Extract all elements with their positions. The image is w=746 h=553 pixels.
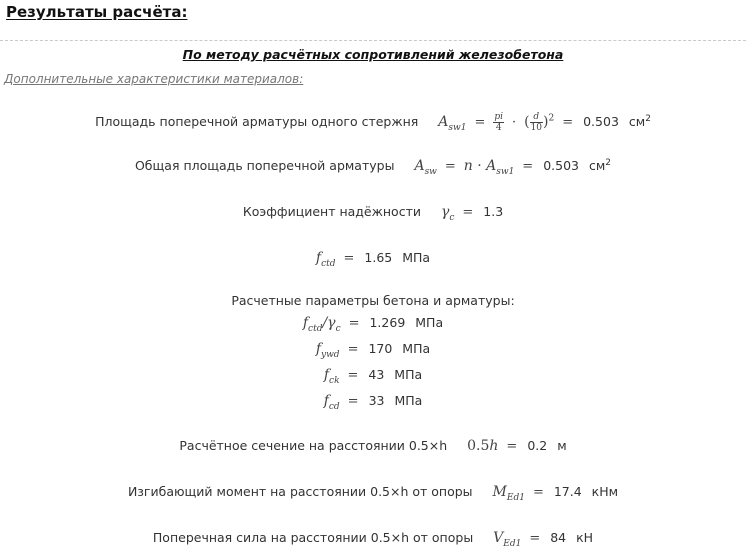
fctd-gc-unit: МПа (415, 315, 444, 330)
equals-sign: = (462, 205, 474, 220)
equals-sign: = (562, 115, 574, 130)
shear-formula: $V_{Ed1}$ (493, 530, 522, 549)
section-formula: 0.5h (467, 438, 499, 454)
section-value: 0.2 (527, 438, 548, 453)
d-over-10-fraction: $\frac{d}{10}$ (530, 112, 543, 133)
asw-value: 0.503 (543, 158, 579, 174)
asw-formula: $A_{sw}$ (414, 158, 437, 177)
moment-value: 17.4 (553, 484, 582, 499)
fctd-unit: МПа (402, 250, 431, 265)
fcd-unit: МПа (394, 393, 423, 408)
fctd-gc-value: 1.269 (369, 315, 406, 330)
divider (0, 40, 746, 41)
equals-sign: = (347, 342, 359, 357)
fctd-formula: $f_{ctd}$ (315, 250, 336, 269)
close-paren-squared: )$^2$ (543, 113, 555, 130)
shear-value: 84 (550, 530, 567, 545)
gamma-label: Коэффициент надёжности (242, 204, 421, 219)
row-asw1 (0, 112, 746, 133)
section-label: Расчётное сечение на расстоянии 0.5×h (179, 438, 448, 453)
asw1-value: 0.503 (583, 114, 619, 129)
equals-sign: = (444, 159, 456, 175)
method-heading: По методу расчётных сопротивлений железобетона (182, 47, 564, 62)
equals-sign: = (506, 439, 518, 454)
dot-operator: · (511, 115, 517, 130)
asw-expression: $n \cdot A_{sw1}$ (463, 158, 515, 177)
equals-sign: = (474, 115, 486, 130)
fck-unit: МПа (394, 367, 423, 382)
equals-sign: = (522, 159, 534, 175)
asw-label: Общая площадь поперечной арматуры (134, 158, 395, 174)
fcd-value: 33 (368, 393, 385, 408)
row-fctd-gc (0, 315, 746, 334)
row-section (0, 438, 746, 454)
row-gamma (0, 204, 746, 223)
equals-sign: = (343, 251, 355, 266)
equals-sign: = (347, 394, 359, 409)
equals-sign: = (532, 485, 544, 500)
fck-formula: $f_{ck}$ (323, 367, 340, 386)
results-title: Результаты расчёта: (6, 3, 188, 21)
asw1-label: Площадь поперечной арматуры одного стержня (95, 114, 419, 129)
fywd-formula: $f_{ywd}$ (315, 341, 340, 360)
asw-unit (589, 158, 611, 173)
moment-formula: $M_{Ed1}$ (492, 484, 525, 503)
gamma-formula: $\gamma_c$ (440, 204, 455, 223)
fctd-value: 1.65 (364, 250, 393, 265)
moment-label: Изгибающий момент на расстоянии 0.5×h от опоры (127, 484, 473, 499)
equals-sign: = (348, 316, 360, 331)
params-label: Расчетные параметры бетона и арматуры: (231, 293, 515, 308)
fctd-gc-formula: $f_{ctd}/\gamma_c$ (302, 315, 341, 334)
shear-label: Поперечная сила на расстоянии 0.5×h от опоры (152, 530, 474, 545)
materials-subtitle: Дополнительные характеристики материалов: (4, 72, 304, 86)
row-asw (0, 158, 746, 177)
asw1-unit-text: см (628, 114, 646, 129)
asw-unit-text: см (588, 158, 606, 174)
equals-sign: = (529, 531, 541, 546)
section-unit: м (557, 438, 567, 453)
fywd-unit: МПа (402, 341, 431, 356)
asw-unit-power: 2 (605, 158, 612, 168)
fck-value: 43 (368, 367, 385, 382)
row-moment (0, 484, 746, 503)
fywd-value: 170 (368, 341, 393, 356)
asw1-formula: $A_{sw1}$ (438, 114, 467, 133)
asw1-unit (629, 114, 651, 129)
asw1-unit-power: 2 (645, 113, 651, 124)
row-shear (0, 530, 746, 549)
row-fywd (0, 341, 746, 360)
row-fck (0, 367, 746, 386)
moment-unit: кНм (591, 484, 619, 499)
row-fctd (0, 250, 746, 269)
row-fcd (0, 393, 746, 412)
equals-sign: = (347, 368, 359, 383)
shear-unit: кН (576, 530, 594, 545)
open-paren: ( (524, 114, 530, 130)
fcd-formula: $f_{cd}$ (323, 393, 340, 412)
pi-over-4-fraction: $\frac{pi}{4}$ (494, 112, 503, 133)
gamma-value: 1.3 (483, 204, 504, 219)
